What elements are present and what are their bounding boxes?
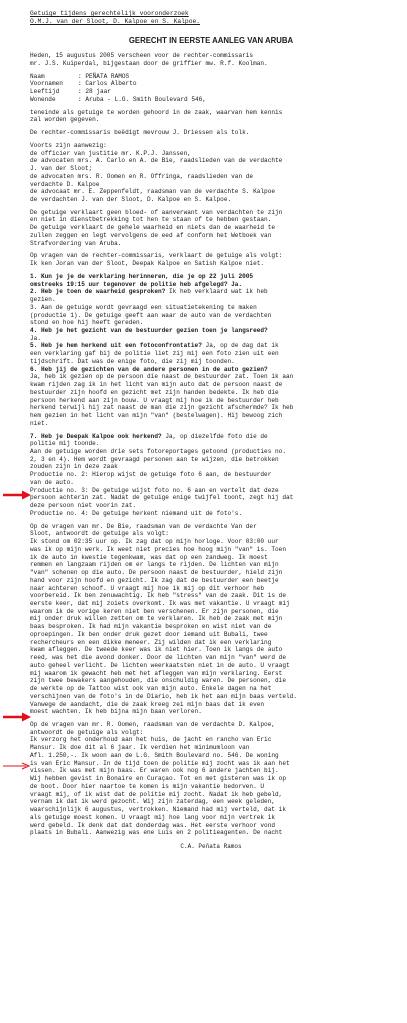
text-line: mij onder druk willen zetten om te verklaren. Ik heb de zaak met mijn (30, 615, 283, 623)
document-body (30, 10, 392, 851)
qa-line (30, 397, 392, 405)
paragraph-oomen (30, 721, 392, 837)
qa-line (30, 319, 392, 327)
answer-text: Productie no. 4: De getuige herkent niemand uit de foto's. (30, 509, 243, 517)
qa-line (30, 502, 392, 510)
witness-signature: C.A. Peñata Ramos (180, 843, 242, 850)
answer-text: een verklaring gaf bij de politie liet zij mij een foto zien uit een (30, 350, 279, 358)
detail-row-address (30, 96, 392, 104)
answer-text: persoon herkend aan zijn bouw. U vraagt mij hoe ik de bestuurder heb (30, 396, 279, 404)
text-line: hand voor zijn hoofd en gezicht. Ik zag dat de bestuurder een beetje (30, 576, 279, 584)
text-line: Sloot, antwoordt de getuige als volgt: (30, 530, 169, 538)
text-line: Afl. 1.250,-. Ik woon aan de L.G. Smith Boulevard no. 546. De woning (30, 751, 279, 759)
text-line: waarom ik de vorige keren niet ben verschenen. Er zijn personen, die (30, 607, 279, 615)
qa-line (30, 479, 392, 487)
text-line: Mansur. Ik doe dit al 6 jaar. Ik verdien het minimumloon van (30, 744, 250, 752)
answer-text: Ja, op de dag dat ik (201, 342, 279, 350)
answer-text: (productie 1). De getuige geeft aan waar de auto van de verdachten (30, 311, 272, 319)
qa-line (30, 420, 392, 428)
qa-line (30, 281, 392, 289)
qa-line (30, 471, 392, 479)
text-line: auto geheel verlicht. De lichten weerkaatsten niet in de auto. U vraagt (30, 661, 290, 669)
header-line-1: Getuige tijdens gerechtelijk vooronderzoek (30, 10, 189, 17)
text-line: verschijnen van de foto's in de Diario, heb ik het aan mijn baas verteld. (30, 692, 297, 700)
text-line: voorbereid. Ik ben zenuwachtig. Ik heb "stress" van de zaak. Dit is de (30, 592, 286, 600)
text-line: Ik ken Joran van der Sloot, Deepak Kalpoe en Satish Kalpoe niet. (30, 260, 265, 268)
text-line: zal worden gegeven. (30, 116, 100, 124)
answer-text: bestuurder zijn hoofd en gezicht met zijn handen bedekte. Ik heb die (30, 388, 279, 396)
paragraph-de-bie (30, 523, 392, 716)
qa-line (30, 412, 392, 420)
qa-line (30, 335, 392, 343)
qa-line (30, 350, 392, 358)
qa-block-2 (30, 433, 392, 518)
detail-key: Leeftijd (30, 88, 60, 96)
qa-block-1 (30, 273, 392, 428)
text-line: Op de vragen van mr. De Bie, raadsman van de verdachte Van der (30, 522, 257, 530)
text-line: als getuige moest komen. U vraagt mij hoe lang voor mijn vertrek ik (30, 813, 276, 821)
answer-text: 3. Aan de getuige wordt gevraagd een situatietekening te maken (30, 303, 257, 311)
text-line: De getuige verklaart de gehele waarheid en niets dan de waarheid te (30, 224, 276, 232)
text-line: Strafvordering van Aruba. (30, 239, 122, 247)
text-line: teneinde als getuige te worden gehoord in de zaak, waarvan hem kennis (30, 108, 283, 116)
text-line: naar achteren schoof. U vraagt mij hoe ik mij op dit verhoor heb (30, 584, 265, 592)
document-title: GERECHT IN EERSTE AANLEG VAN ARUBA (128, 36, 294, 46)
qa-line (30, 404, 392, 412)
text-line: Voorts zijn aanwezig: (30, 141, 107, 149)
qa-line (30, 433, 392, 441)
text-line: Ik verzorg het onderhoud aan het huis, de jacht en rancho van Eric (30, 736, 272, 744)
answer-text: Productie no. 2: Hierop wijst de getuige foto 6 aan, de bestuurder (30, 471, 272, 479)
answer-text: gezien. (30, 296, 56, 304)
answer-text: 2, 3 en 4). Hem wordt gevraagd personen aan te wijzen, die betrokken (30, 455, 279, 463)
text-line: zullen zeggen en legt vervolgens de eed af conform het Wetboek van (30, 231, 272, 239)
detail-key: Voornamen (30, 80, 63, 88)
text-line: de advocaten mrs. R. Oomen en R. Offringa, raadslieden van de (30, 172, 254, 180)
answer-text: herkend terwijl hij zat naast de man die zijn gezicht afschermde? Ik heb (30, 404, 294, 412)
text-line: J. van der Sloot; (30, 165, 93, 173)
detail-value: : 28 jaar (78, 88, 111, 96)
text-line: mij waarom ik gewacht heb met het afleggen van mijn verklaring. Eerst (30, 669, 283, 677)
text-line: Vanwege de aandacht, die de zaak kreeg zei mijn baas dat ik even (30, 700, 265, 708)
text-line: ik de auto in kwestie tegenkwam, was dat op een zandweg. Ik moest (30, 553, 268, 561)
qa-line (30, 440, 392, 448)
text-line: baas besproken. Ik had mijn vakantie besproken en wist niet van de (30, 623, 272, 631)
detail-key: Naam (30, 72, 45, 80)
qa-line (30, 373, 392, 381)
arrow-right-icon (2, 762, 32, 770)
text-line: "van" schenen op die auto. De persoon naast de bestuurder, hield zijn (30, 569, 283, 577)
qa-line (30, 273, 392, 281)
qa-line (30, 342, 392, 350)
qa-line (30, 456, 392, 464)
qa-line (30, 463, 392, 471)
text-line: moest wachten. Ik heb bijna mijn baan verloren. (30, 708, 202, 716)
text-line: verdachte D. Kalpoe (30, 180, 100, 188)
intro-paragraph (30, 52, 392, 67)
answer-text: persoon achterin zat. Nadat de getuige enige twijfel toont, zegt hij dat (30, 494, 294, 502)
text-line: Heden, 15 augustus 2005 verscheen voor de rechter-commissaris (30, 52, 254, 60)
answer-text: deze persoon niet voorin zat. (30, 502, 137, 510)
question-text: 1. Kun je je de verklaring herinneren, die je op 22 juli 2005 (30, 272, 254, 280)
qa-line (30, 494, 392, 502)
answer-text: Ik heb verklaard wat ik heb (165, 288, 268, 296)
answer-text: van de auto. (30, 478, 74, 486)
answer-text: Ja, heb ik gezien op de persoon die naast de bestuurder zat. Toen ik aan (30, 373, 294, 381)
paragraph-purpose (30, 109, 392, 124)
qa-line (30, 487, 392, 495)
question-text: 4. Heb je het gezicht van de bestuurder gezien toen je langsreed? (30, 327, 268, 334)
answer-text: politie mij toonde. (30, 440, 100, 448)
qa-line (30, 327, 392, 335)
paragraph-oath (30, 209, 392, 248)
question-text: 6. Heb jij de gezichten van de andere personen in de auto gezien? (30, 365, 268, 373)
qa-line (30, 288, 392, 296)
arrow-right-icon (2, 490, 32, 500)
qa-line (30, 448, 392, 456)
text-line: Op de vragen van mr. R. Oomen, raadsman van de verdachte D. Kalpoe, (30, 720, 276, 728)
question-text: 2. Heb je toen de waarheid gesproken? (30, 288, 166, 296)
arrow-right-icon (2, 712, 32, 722)
text-line: reed, was het die avond donker. Door de lichten van mijn "van" werd de (30, 654, 286, 662)
text-line: oproepingen. Ik ben onder druk gezet door iemand uit Bubali, twee (30, 630, 268, 638)
detail-row-name (30, 73, 392, 81)
answer-text: Productie no. 3: De getuige wijst foto no. 6 aan en vertelt dat deze (30, 486, 279, 494)
text-line: kwam afleggen. De tweede keer was ik niet hier. Toen ik langs de auto (30, 646, 283, 654)
witness-details (30, 73, 392, 104)
question-text: 5. Heb je hem herkend uit een fotoconfrontatie? (30, 342, 202, 350)
paragraph-interpreter (30, 129, 392, 137)
text-line: eerste keer, dat mij zoiets overkomt. Ik was met vakantie. U vraagt mij (30, 599, 290, 607)
detail-value: : Aruba - L.G. Smith Boulevard 546, (78, 95, 206, 103)
text-line: werd gebeld. Ik denk dat dat donderdag was. Het eerste verhoor vond (30, 821, 276, 829)
answer-text: tijdschrift. Dat was de enige foto, die zij mij toonden. (30, 357, 235, 365)
header-line-2: O.M.J. van der Sloot, D. Kalpoe en S. Kalpoe. (30, 18, 201, 26)
text-line: de advocaten mrs. A. Carlo en A. de Bie, raadslieden van de verdachte (30, 157, 283, 165)
text-line: mr. J.S. Kuiperdal, bijgestaan door de griffier mw. R.f. Koolman. (30, 59, 268, 67)
qa-line (30, 312, 392, 320)
text-line: de werkte op de Tattoo wist ook van mijn auto. Enkele dagen na het (30, 685, 272, 693)
text-line: is van Eric Mansur. In de tijd toen de politie mij zocht was ik aan het (30, 759, 290, 767)
qa-line (30, 389, 392, 397)
answer-text: Ja. (30, 334, 41, 342)
text-line: was ik op mijn werk. Ik weet niet precies hoe hoog mijn "van" is. Toen (30, 545, 286, 553)
text-line: de officier van justitie mr. K.P.J. Janssen, (30, 149, 191, 157)
paragraph-present (30, 142, 392, 204)
text-line: de boot. Door hier naartoe te komen is mijn vakantie bedorven. U (30, 782, 265, 790)
detail-value: : PEÑATA RAMOS (78, 72, 130, 80)
question-text: 7. Heb je Deepak Kalpoe ook herkend? (30, 432, 162, 440)
qa-line (30, 358, 392, 366)
answer-text: kwam rijden zag ik in het licht van mijn auto dat de persoon naast de (30, 381, 283, 389)
text-line: zijn twee bewakers aangehouden, die onschuldig waren. De personen, die (30, 677, 286, 685)
qa-line (30, 304, 392, 312)
qa-line (30, 366, 392, 374)
text-line: Ik stond om 02:35 uur op. Ik zag dat op mijn horloge. Voor 03:00 uur (30, 538, 279, 546)
answer-text: niet. (30, 419, 49, 427)
detail-value: : Carlos Alberto (78, 80, 137, 88)
text-line: De rechter-commissaris beëdigt mevrouw J. Driessen als tolk. (30, 129, 250, 137)
answer-text: hem gezien in het licht van mijn "van" (bestelwagen). Hij bewoog zich (30, 412, 283, 420)
text-line: en niet in dienstbetrekking tot hen te staan of te hebben gestaan. (30, 216, 272, 224)
text-line: plaats in Bubali. Aanwezig was ene Luis en 2 politieagenten. De nacht (30, 829, 283, 837)
qa-line (30, 296, 392, 304)
document-header (30, 10, 392, 26)
text-line: remmen en langzaam rijden om er langs te rijden. De lichten van mijn (30, 561, 279, 569)
qa-line (30, 381, 392, 389)
answer-text: zouden zijn in deze zaak (30, 463, 118, 471)
text-line: rechercheurs en een dikke meneer. Zij wilden dat ik een verklaring (30, 638, 272, 646)
detail-row-age (30, 88, 392, 96)
qa-line (30, 510, 392, 518)
answer-text: stond en hoe hij heeft gereden. (30, 319, 144, 327)
text-line: antwoordt de getuige als volgt: (30, 728, 144, 736)
detail-key: Wonende (30, 95, 56, 103)
detail-row-firstnames (30, 80, 392, 88)
text-line: vernam ik dat ik werd gezocht. Wij zijn zaterdag, een week geleden, (30, 798, 276, 806)
text-line: Wij hebben gevist in Bonaire en Curaçao. Tot en met gisteren was ik op (30, 775, 286, 783)
paragraph-rc-questions (30, 252, 392, 267)
question-text: omstreeks 19:15 uur tegenover de politie heb afgelegd? Ja. (30, 280, 243, 288)
answer-text: Ja, op diezelfde foto die de (161, 432, 268, 440)
text-line: vraagt mij, of ik wist dat de politie mij zocht. Nadat ik heb gebeld, (30, 790, 283, 798)
text-line: de verdachten J. van der Sloot, D. Kalpoe en S. Kalpoe. (30, 195, 232, 203)
text-line: vissen. Ik was met mijn baas. Er waren ook nog 6 andere jachten bij. (30, 767, 279, 775)
text-line: De getuige verklaart geen bloed- of aanverwant van verdachten te zijn (30, 208, 283, 216)
text-line: de advocaat mr. E. Zeppenfeldt, raadsman van de verdachte S. Kalpoe (30, 188, 276, 196)
text-line: Op vragen van de rechter-commissaris, verklaart de getuige als volgt: (30, 252, 283, 260)
answer-text: Aan de getuige worden drie sets fotoreportages getoond (producties no. (30, 448, 286, 456)
text-line: waarschijnlijk 6 augustus, vertrokken. Niemand had mij verteld, dat ik (30, 806, 286, 814)
